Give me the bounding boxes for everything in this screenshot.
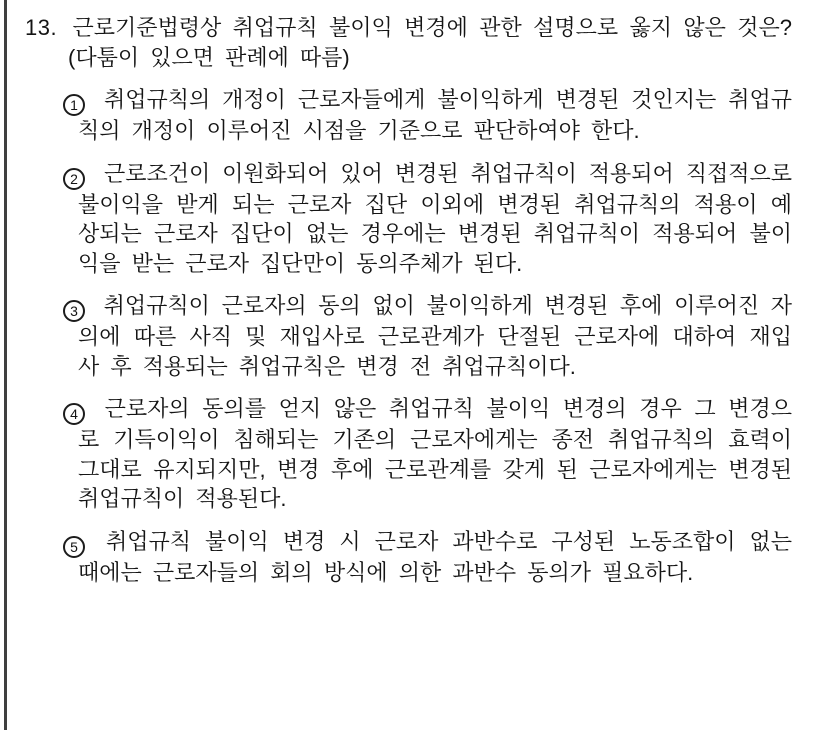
- answer-option-1: [25, 85, 792, 146]
- option-3-circled-number: 3: [63, 300, 85, 322]
- option-2-circled-number: 2: [63, 168, 85, 190]
- option-4-text: 근로자의 동의를 얻지 않은 취업규칙 불이익 변경의 경우 그 변경으로 기득이익이 침해되는 기존의 근로자에게는 종전 취업규칙의 효력이 그대로 유지되지만, 변경 후에 근로관계를 갖게 된 근로자에게는 변경된 취업규칙이 적용된다.: [78, 396, 792, 511]
- left-rule-divider: [4, 0, 7, 730]
- question-number: 13.: [25, 15, 58, 40]
- option-5-text: 취업규칙 불이익 변경 시 근로자 과반수로 구성된 노동조합이 없는 때에는 근로자들의 회의 방식에 의한 과반수 동의가 필요하다.: [78, 528, 792, 585]
- exam-question-block: [25, 13, 792, 587]
- answer-option-2: [25, 159, 792, 279]
- answer-option-5: [25, 527, 792, 588]
- option-2-text: 근로조건이 이원화되어 있어 변경된 취업규칙이 적용되어 직접적으로 불이익을 받게 되는 근로자 집단 이외에 변경된 취업규칙의 적용이 예상되는 근로자 집단이 없는 경우에는 변경된 취업규칙이 적용되어 불이익을 받는 근로자 집단만이 동의주체가 된다.: [78, 160, 793, 276]
- option-5-circled-number: 5: [63, 536, 85, 558]
- question-text: 근로기준법령상 취업규칙 불이익 변경에 관한 설명으로 옳지 않은 것은? (다툼이 있으면 판례에 따름): [68, 15, 792, 70]
- answer-option-3: [25, 291, 792, 381]
- question-stem: [25, 13, 792, 72]
- option-1-text: 취업규칙의 개정이 근로자들에게 불이익하게 변경된 것인지는 취업규칙의 개정이 이루어진 시점을 기준으로 판단하여야 한다.: [78, 87, 793, 143]
- option-4-circled-number: 4: [63, 403, 85, 425]
- answer-option-4: [25, 394, 792, 514]
- option-3-text: 취업규칙이 근로자의 동의 없이 불이익하게 변경된 후에 이루어진 자의에 따른 사직 및 재입사로 근로관계가 단절된 근로자에 대하여 재입사 후 적용되는 취업규칙은 변경 전 취업규칙이다.: [78, 293, 792, 379]
- option-1-circled-number: 1: [63, 94, 85, 116]
